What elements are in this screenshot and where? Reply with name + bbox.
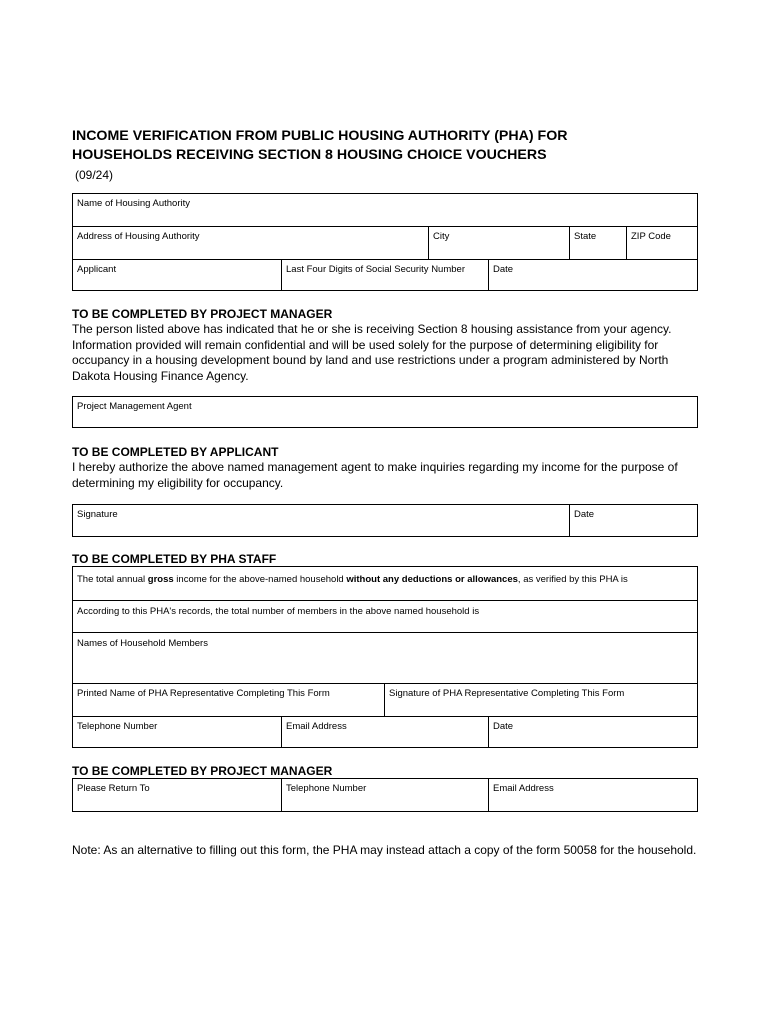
applicant-date-field[interactable] bbox=[489, 260, 697, 290]
applicant-field[interactable] bbox=[73, 260, 282, 290]
household-member-names-field[interactable] bbox=[73, 633, 697, 683]
form-title-line1: INCOME VERIFICATION FROM PUBLIC HOUSING AUTHORITY (PHA) FOR bbox=[72, 128, 568, 144]
address-row bbox=[73, 227, 697, 259]
pha-contact-row bbox=[73, 717, 697, 747]
top-fields-table bbox=[72, 193, 698, 291]
pha-staff-heading: TO BE COMPLETED BY PHA STAFF bbox=[72, 552, 277, 566]
housing-authority-field[interactable] bbox=[73, 194, 697, 226]
applicant-line-2: determining my eligibility for occupancy. bbox=[72, 475, 284, 490]
return-email-field[interactable] bbox=[489, 779, 697, 811]
ssn-field[interactable] bbox=[282, 260, 489, 290]
return-table bbox=[72, 778, 698, 812]
city-label: City bbox=[433, 231, 450, 242]
return-email-label: Email Address bbox=[493, 783, 554, 794]
return-to-field[interactable] bbox=[73, 779, 282, 811]
pha-rep-signature-label: Signature of PHA Representative Completing This Form bbox=[389, 688, 625, 699]
applicant-line-1: I hereby authorize the above named management agent to make inquiries regarding my income for the purpose of bbox=[72, 460, 678, 474]
pha-email-label: Email Address bbox=[286, 721, 347, 732]
state-label: State bbox=[574, 231, 597, 242]
applicant-label: Applicant bbox=[77, 264, 117, 275]
pha-telephone-field[interactable] bbox=[73, 717, 282, 747]
address-field[interactable] bbox=[73, 227, 429, 259]
return-telephone-field[interactable] bbox=[282, 779, 489, 811]
signature-label: Signature bbox=[77, 509, 118, 520]
pha-rep-signature-field[interactable] bbox=[385, 684, 697, 716]
return-to-label: Please Return To bbox=[77, 783, 150, 794]
return-telephone-label: Telephone Number bbox=[286, 783, 367, 794]
pm-line-3: occupancy in a housing development bound by land and use restrictions under a program administered by North bbox=[72, 353, 669, 367]
form-title-line2: HOUSEHOLDS RECEIVING SECTION 8 HOUSING CHOICE VOUCHERS bbox=[72, 147, 547, 163]
ssn-label: Last Four Digits of Social Security Number bbox=[286, 264, 465, 275]
housing-authority-label: Name of Housing Authority bbox=[77, 198, 191, 209]
pha-date-label: Date bbox=[493, 721, 514, 732]
pha-rep-row bbox=[73, 684, 697, 716]
city-field[interactable] bbox=[429, 227, 570, 259]
pm-line-1: The person listed above has indicated that he or she is receiving Section 8 housing assistance from your agency. bbox=[72, 322, 672, 336]
signature-field[interactable] bbox=[73, 505, 570, 536]
form-title bbox=[72, 127, 712, 165]
return-heading: TO BE COMPLETED BY PROJECT MANAGER bbox=[72, 764, 333, 778]
pha-rep-printed-name-label: Printed Name of PHA Representative Completing This Form bbox=[77, 688, 330, 699]
signature-date-field[interactable] bbox=[570, 505, 697, 536]
household-member-count-label: According to this PHA's records, the total number of members in the above named household is bbox=[77, 606, 480, 617]
project-management-agent-label: Project Management Agent bbox=[77, 401, 192, 412]
annual-income-label: The total annual gross income for the above-named household without any deductions or allowances, as verified by this PHA is bbox=[77, 574, 628, 585]
household-member-count-field[interactable] bbox=[73, 601, 697, 632]
signature-table bbox=[72, 504, 698, 537]
address-label: Address of Housing Authority bbox=[77, 231, 200, 242]
applicant-date-label: Date bbox=[493, 264, 514, 275]
annual-income-field[interactable] bbox=[73, 567, 697, 600]
pm-line-2: Information provided will remain confidential and will be used solely for the purpose of determining eligibility for bbox=[72, 337, 659, 352]
signature-date-label: Date bbox=[574, 509, 595, 520]
pha-rep-printed-name-field[interactable] bbox=[73, 684, 385, 716]
zip-label: ZIP Code bbox=[631, 231, 671, 242]
pha-email-field[interactable] bbox=[282, 717, 489, 747]
pha-staff-table bbox=[72, 566, 698, 748]
pm-line-4: Dakota Housing Finance Agency. bbox=[72, 368, 249, 383]
project-manager-heading: TO BE COMPLETED BY PROJECT MANAGER bbox=[72, 307, 333, 321]
applicant-heading: TO BE COMPLETED BY APPLICANT bbox=[72, 445, 279, 459]
applicant-row bbox=[73, 260, 697, 290]
pha-date-field[interactable] bbox=[489, 717, 697, 747]
form-revision: (09/24) bbox=[75, 168, 114, 182]
household-member-names-label: Names of Household Members bbox=[77, 638, 208, 649]
project-manager-paragraph bbox=[72, 322, 702, 384]
applicant-paragraph bbox=[72, 460, 702, 491]
zip-field[interactable] bbox=[627, 227, 697, 259]
pha-telephone-label: Telephone Number bbox=[77, 721, 158, 732]
project-management-agent-field[interactable] bbox=[72, 396, 698, 428]
state-field[interactable] bbox=[570, 227, 627, 259]
footer-note: Note: As an alternative to filling out this form, the PHA may instead attach a copy of the form 50058 for the household. bbox=[72, 843, 697, 857]
